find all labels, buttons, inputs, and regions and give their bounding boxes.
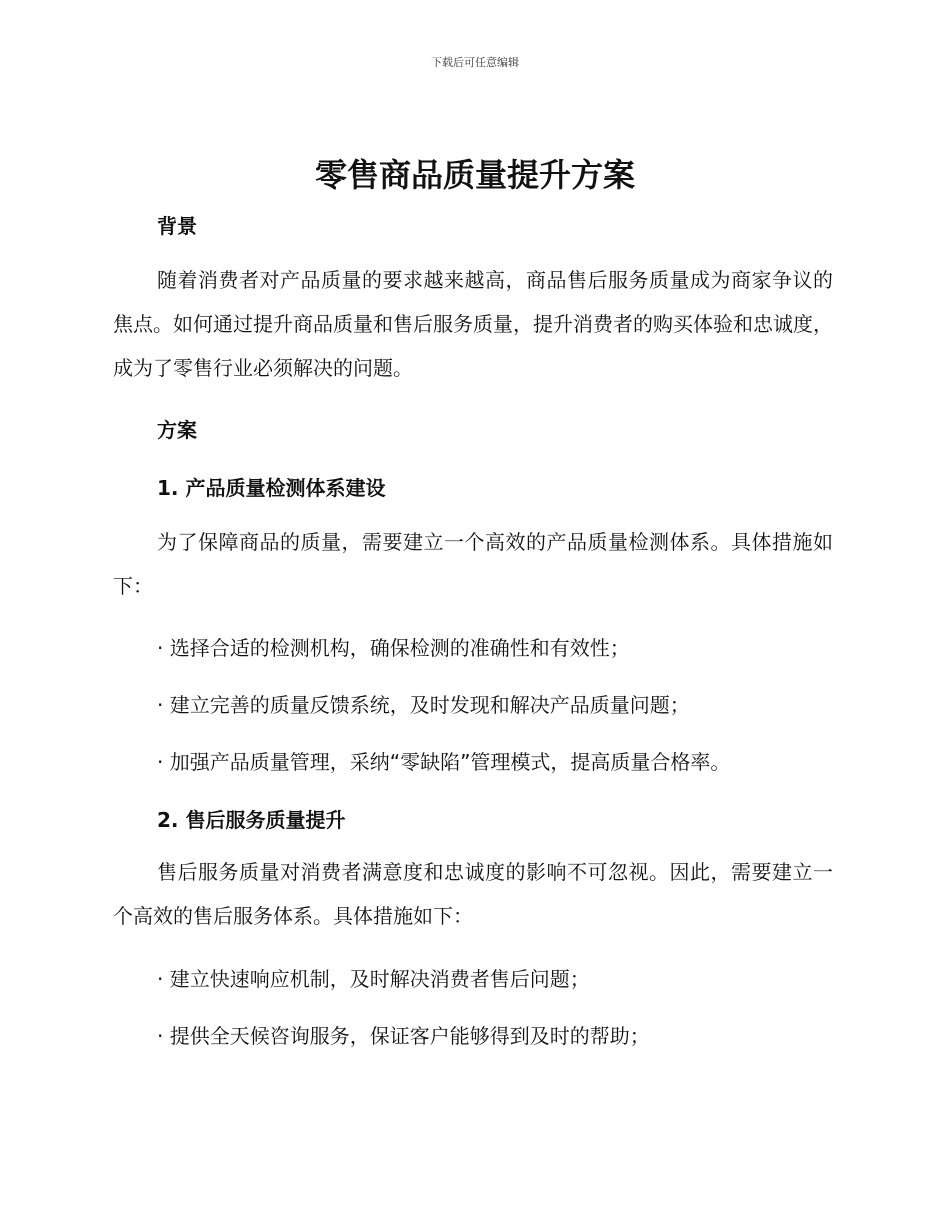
background-paragraph: 随着消费者对产品质量的要求越来越高，商品售后服务质量成为商家争议的焦点。如何通过提升商品质量和售后服务质量，提升消费者的购买体验和忠诚度，成为了零售行业必须解决的问题。 — [113, 268, 833, 380]
after-sales-paragraph: 售后服务质量对消费者满意度和忠诚度的影响不可忽视。因此，需要建立一个高效的售后服务体系。具体措施如下： — [113, 860, 833, 928]
page-header: 下载后可任意编辑 — [431, 56, 519, 69]
list-item: · 选择合适的检测机构，确保检测的准确性和有效性； — [157, 636, 630, 660]
list-item: · 加强产品质量管理，采纳“零缺陷”管理模式，提高质量合格率。 — [157, 750, 731, 774]
list-item: · 建立快速响应机制，及时解决消费者售后问题； — [157, 967, 590, 991]
quality-inspection-paragraph: 为了保障商品的质量，需要建立一个高效的产品质量检测体系。具体措施如下： — [113, 530, 833, 598]
list-item: · 提供全天候咨询服务，保证客户能够得到及时的帮助； — [157, 1024, 650, 1048]
subsection-heading-quality-inspection: 1. 产品质量检测体系建设 — [157, 476, 386, 500]
subsection-heading-after-sales: 2. 售后服务质量提升 — [157, 808, 346, 832]
document-title: 零售商品质量提升方案 — [314, 156, 635, 194]
section-heading-plan: 方案 — [157, 418, 197, 442]
section-heading-background: 背景 — [157, 214, 197, 238]
list-item: · 建立完善的质量反馈系统，及时发现和解决产品质量问题； — [157, 693, 690, 717]
